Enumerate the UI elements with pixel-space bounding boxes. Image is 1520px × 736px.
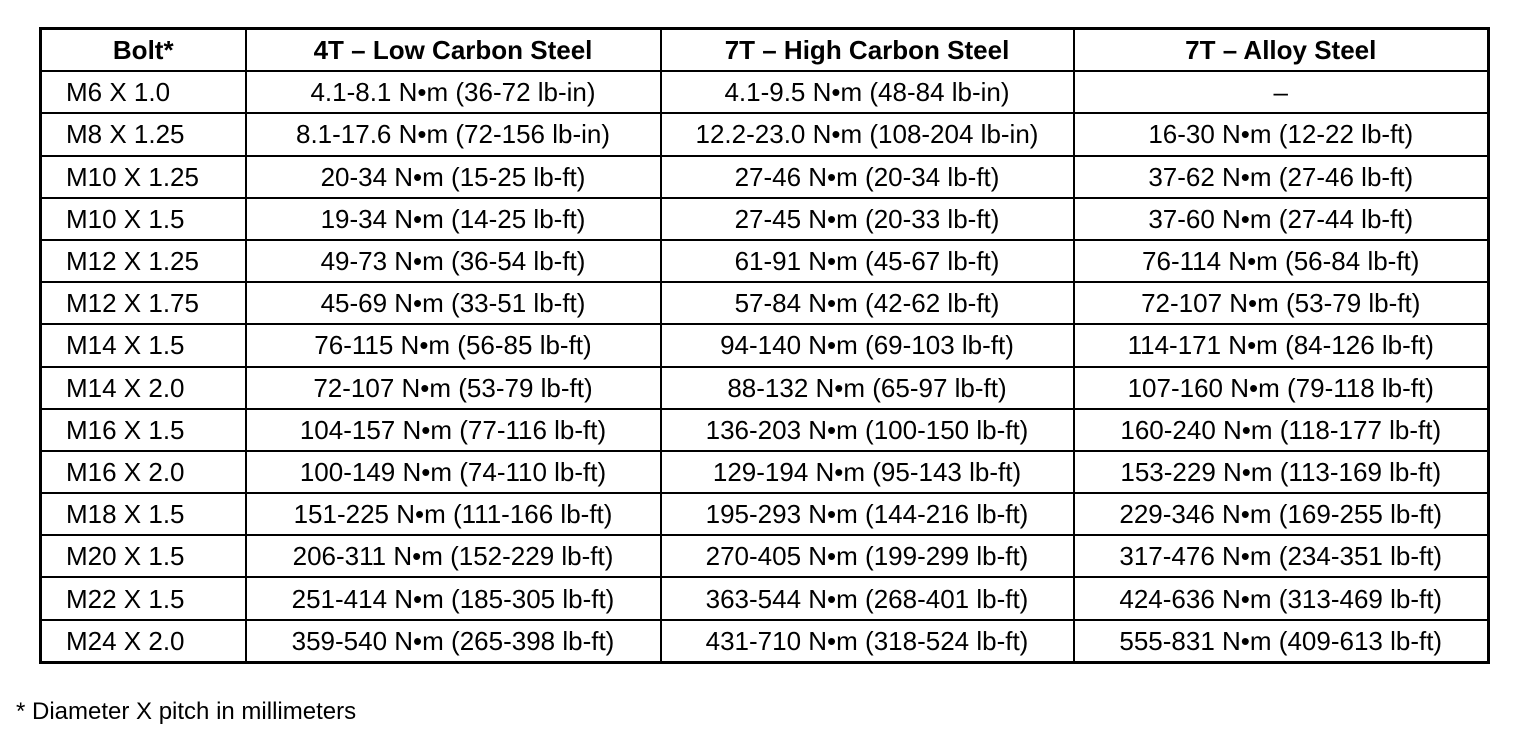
bolt-cell: M16 X 2.0: [41, 451, 246, 493]
alloy-steel-cell: 114-171 N•m (84-126 lb-ft): [1074, 324, 1489, 366]
table-row: [41, 324, 1489, 366]
alloy-steel-cell: 72-107 N•m (53-79 lb-ft): [1074, 282, 1489, 324]
high-carbon-steel-cell: 195-293 N•m (144-216 lb-ft): [661, 493, 1074, 535]
low-carbon-steel-cell: 45-69 N•m (33-51 lb-ft): [246, 282, 661, 324]
low-carbon-steel-cell: 72-107 N•m (53-79 lb-ft): [246, 367, 661, 409]
alloy-steel-cell: 107-160 N•m (79-118 lb-ft): [1074, 367, 1489, 409]
table-row: [41, 409, 1489, 451]
high-carbon-steel-cell: 12.2-23.0 N•m (108-204 lb-in): [661, 113, 1074, 155]
table-header-row: [41, 29, 1489, 72]
high-carbon-steel-cell: 61-91 N•m (45-67 lb-ft): [661, 240, 1074, 282]
bolt-cell: M10 X 1.25: [41, 156, 246, 198]
table-row: [41, 240, 1489, 282]
high-carbon-steel-cell: 136-203 N•m (100-150 lb-ft): [661, 409, 1074, 451]
table-row: [41, 451, 1489, 493]
low-carbon-steel-cell: 49-73 N•m (36-54 lb-ft): [246, 240, 661, 282]
alloy-steel-cell: 424-636 N•m (313-469 lb-ft): [1074, 577, 1489, 619]
low-carbon-steel-cell: 76-115 N•m (56-85 lb-ft): [246, 324, 661, 366]
high-carbon-steel-cell: 363-544 N•m (268-401 lb-ft): [661, 577, 1074, 619]
bolt-cell: M14 X 1.5: [41, 324, 246, 366]
high-carbon-steel-cell: 57-84 N•m (42-62 lb-ft): [661, 282, 1074, 324]
bolt-cell: M22 X 1.5: [41, 577, 246, 619]
low-carbon-steel-cell: 359-540 N•m (265-398 lb-ft): [246, 620, 661, 663]
bolt-cell: M8 X 1.25: [41, 113, 246, 155]
table-row: [41, 198, 1489, 240]
bolt-cell: M12 X 1.25: [41, 240, 246, 282]
bolt-cell: M18 X 1.5: [41, 493, 246, 535]
alloy-steel-cell: 229-346 N•m (169-255 lb-ft): [1074, 493, 1489, 535]
high-carbon-steel-cell: 27-45 N•m (20-33 lb-ft): [661, 198, 1074, 240]
table-row: [41, 367, 1489, 409]
low-carbon-steel-cell: 19-34 N•m (14-25 lb-ft): [246, 198, 661, 240]
bolt-cell: M12 X 1.75: [41, 282, 246, 324]
bolt-cell: M6 X 1.0: [41, 71, 246, 113]
table-row: [41, 282, 1489, 324]
alloy-steel-cell: 555-831 N•m (409-613 lb-ft): [1074, 620, 1489, 663]
alloy-steel-cell: 37-62 N•m (27-46 lb-ft): [1074, 156, 1489, 198]
table-row: [41, 71, 1489, 113]
alloy-steel-cell: 160-240 N•m (118-177 lb-ft): [1074, 409, 1489, 451]
high-carbon-steel-cell: 431-710 N•m (318-524 lb-ft): [661, 620, 1074, 663]
low-carbon-steel-cell: 251-414 N•m (185-305 lb-ft): [246, 577, 661, 619]
high-carbon-steel-cell: 129-194 N•m (95-143 lb-ft): [661, 451, 1074, 493]
table-row: [41, 113, 1489, 155]
footnote: * Diameter X pitch in millimeters: [16, 698, 357, 725]
header-bolt: Bolt*: [41, 29, 246, 72]
table-row: [41, 493, 1489, 535]
high-carbon-steel-cell: 270-405 N•m (199-299 lb-ft): [661, 535, 1074, 577]
alloy-steel-cell: 317-476 N•m (234-351 lb-ft): [1074, 535, 1489, 577]
alloy-steel-cell: 16-30 N•m (12-22 lb-ft): [1074, 113, 1489, 155]
table-row: [41, 577, 1489, 619]
low-carbon-steel-cell: 20-34 N•m (15-25 lb-ft): [246, 156, 661, 198]
table-row: [41, 156, 1489, 198]
alloy-steel-cell: –: [1074, 71, 1489, 113]
alloy-steel-cell: 76-114 N•m (56-84 lb-ft): [1074, 240, 1489, 282]
alloy-steel-cell: 37-60 N•m (27-44 lb-ft): [1074, 198, 1489, 240]
low-carbon-steel-cell: 8.1-17.6 N•m (72-156 lb-in): [246, 113, 661, 155]
low-carbon-steel-cell: 100-149 N•m (74-110 lb-ft): [246, 451, 661, 493]
low-carbon-steel-cell: 151-225 N•m (111-166 lb-ft): [246, 493, 661, 535]
high-carbon-steel-cell: 88-132 N•m (65-97 lb-ft): [661, 367, 1074, 409]
header-7t-high-carbon-steel: 7T – High Carbon Steel: [661, 29, 1074, 72]
bolt-cell: M10 X 1.5: [41, 198, 246, 240]
high-carbon-steel-cell: 94-140 N•m (69-103 lb-ft): [661, 324, 1074, 366]
bolt-cell: M24 X 2.0: [41, 620, 246, 663]
table-row: [41, 535, 1489, 577]
high-carbon-steel-cell: 4.1-9.5 N•m (48-84 lb-in): [661, 71, 1074, 113]
high-carbon-steel-cell: 27-46 N•m (20-34 lb-ft): [661, 156, 1074, 198]
header-7t-alloy-steel: 7T – Alloy Steel: [1074, 29, 1489, 72]
low-carbon-steel-cell: 206-311 N•m (152-229 lb-ft): [246, 535, 661, 577]
bolt-cell: M16 X 1.5: [41, 409, 246, 451]
alloy-steel-cell: 153-229 N•m (113-169 lb-ft): [1074, 451, 1489, 493]
table-row: [41, 620, 1489, 663]
header-4t-low-carbon-steel: 4T – Low Carbon Steel: [246, 29, 661, 72]
low-carbon-steel-cell: 104-157 N•m (77-116 lb-ft): [246, 409, 661, 451]
bolt-cell: M20 X 1.5: [41, 535, 246, 577]
bolt-cell: M14 X 2.0: [41, 367, 246, 409]
low-carbon-steel-cell: 4.1-8.1 N•m (36-72 lb-in): [246, 71, 661, 113]
torque-spec-table: [39, 27, 1490, 664]
